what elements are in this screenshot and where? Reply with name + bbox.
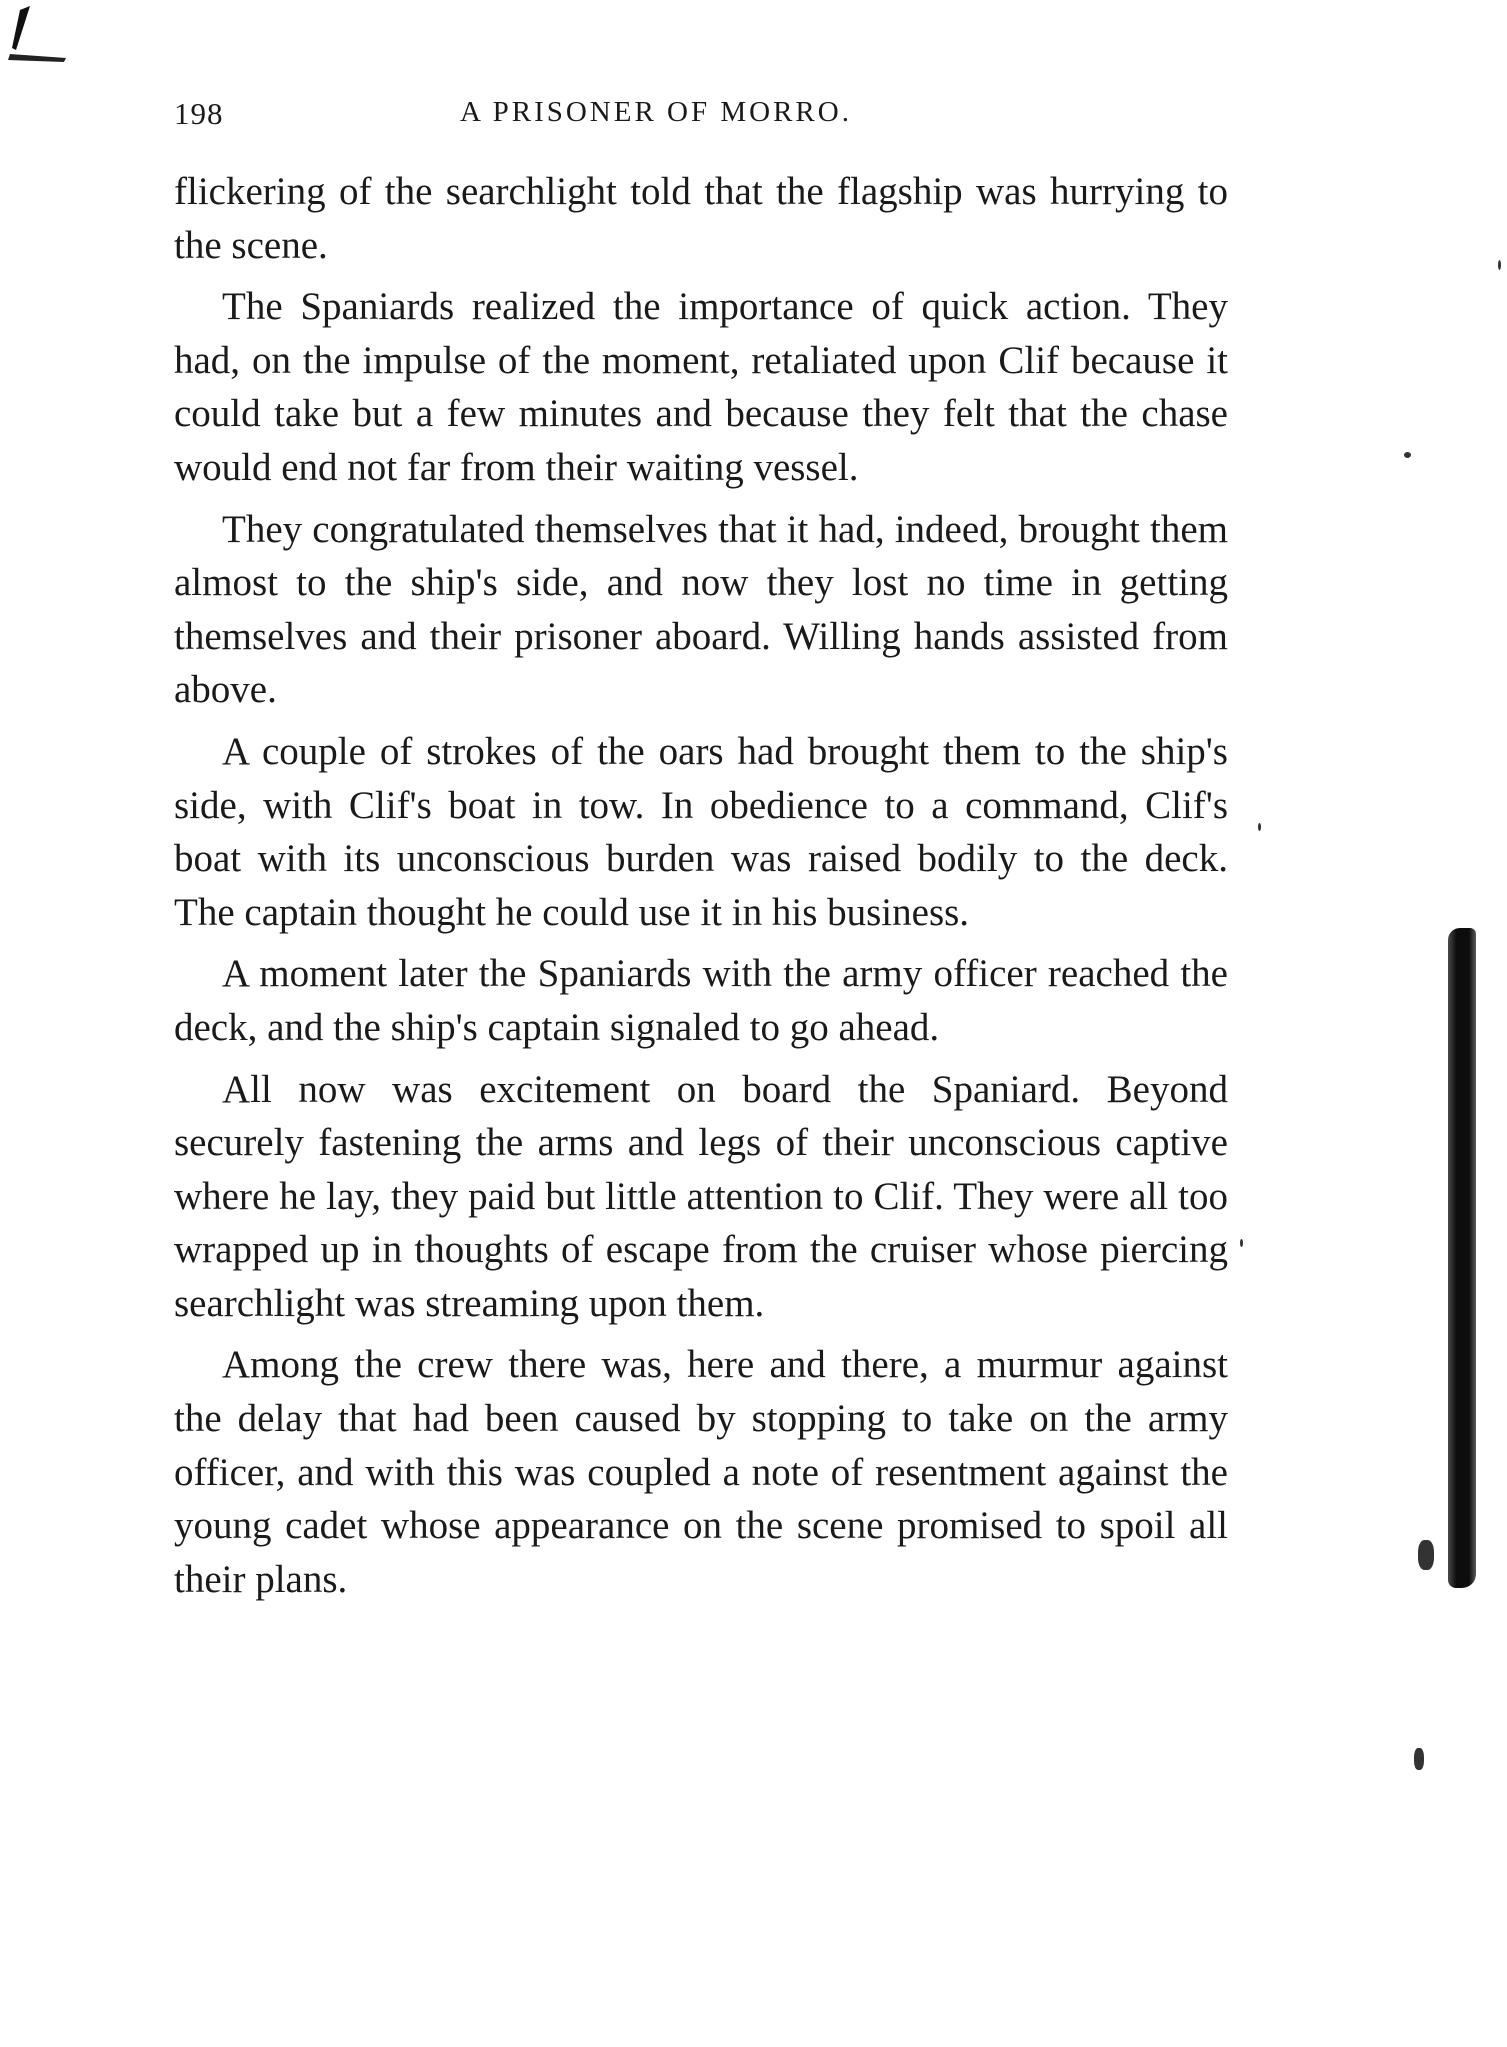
body-text — [174, 165, 1228, 1614]
page-number: 198 — [174, 96, 224, 131]
paragraph: All now was excitement on board the Spaniard. Beyond securely fastening the arms and legs of their unconscious captive where he lay, they paid but little attention to Clif. They were all too wrapped up in thoughts of escape from the cruiser whose piercing searchlight was streaming upon them. — [174, 1067, 1228, 1325]
paragraph: They congratulated themselves that it had, indeed, brought them almost to the ship's side, and now they lost no time in getting themselves and their prisoner aboard. Willing hands assisted from above. — [174, 507, 1228, 712]
scan-speck — [1404, 452, 1411, 458]
scan-speck — [1498, 260, 1501, 270]
paragraph: Among the crew there was, here and there, a murmur against the delay that had been caused by stopping to take on the army officer, and with this was coupled a note of resentment against the young cadet whose appearance on the scene promised to spoil all their plans. — [174, 1343, 1228, 1601]
paragraph: The Spaniards realized the importance of quick action. They had, on the impulse of the moment, retaliated upon Clif because it could take but a few minutes and because they felt that the chase would end not far from their waiting vessel. — [174, 285, 1228, 489]
running-title: A PRISONER OF MORRO. — [460, 96, 852, 128]
scan-speck — [1258, 823, 1261, 831]
paragraph: A moment later the Spaniards with the army officer reached the deck, and the ship's captain signaled to go ahead. — [174, 952, 1228, 1049]
paragraph: A couple of strokes of the oars had brought them to the ship's side, with Clif's boat in tow. In obedience to a command, Clif's boat with its unconscious burden was raised bodily to the deck. The captain thought he could use it in his business. — [174, 729, 1228, 934]
scan-speck — [1414, 1748, 1424, 1770]
running-head — [172, 96, 1228, 136]
scan-corner-mark — [8, 4, 68, 64]
paragraph: flickering of the searchlight told that the flagship was hurrying to the scene. — [174, 170, 1228, 267]
scan-speck — [1240, 1239, 1243, 1247]
binding-shadow — [1448, 928, 1476, 1588]
scan-speck — [1418, 1540, 1434, 1570]
